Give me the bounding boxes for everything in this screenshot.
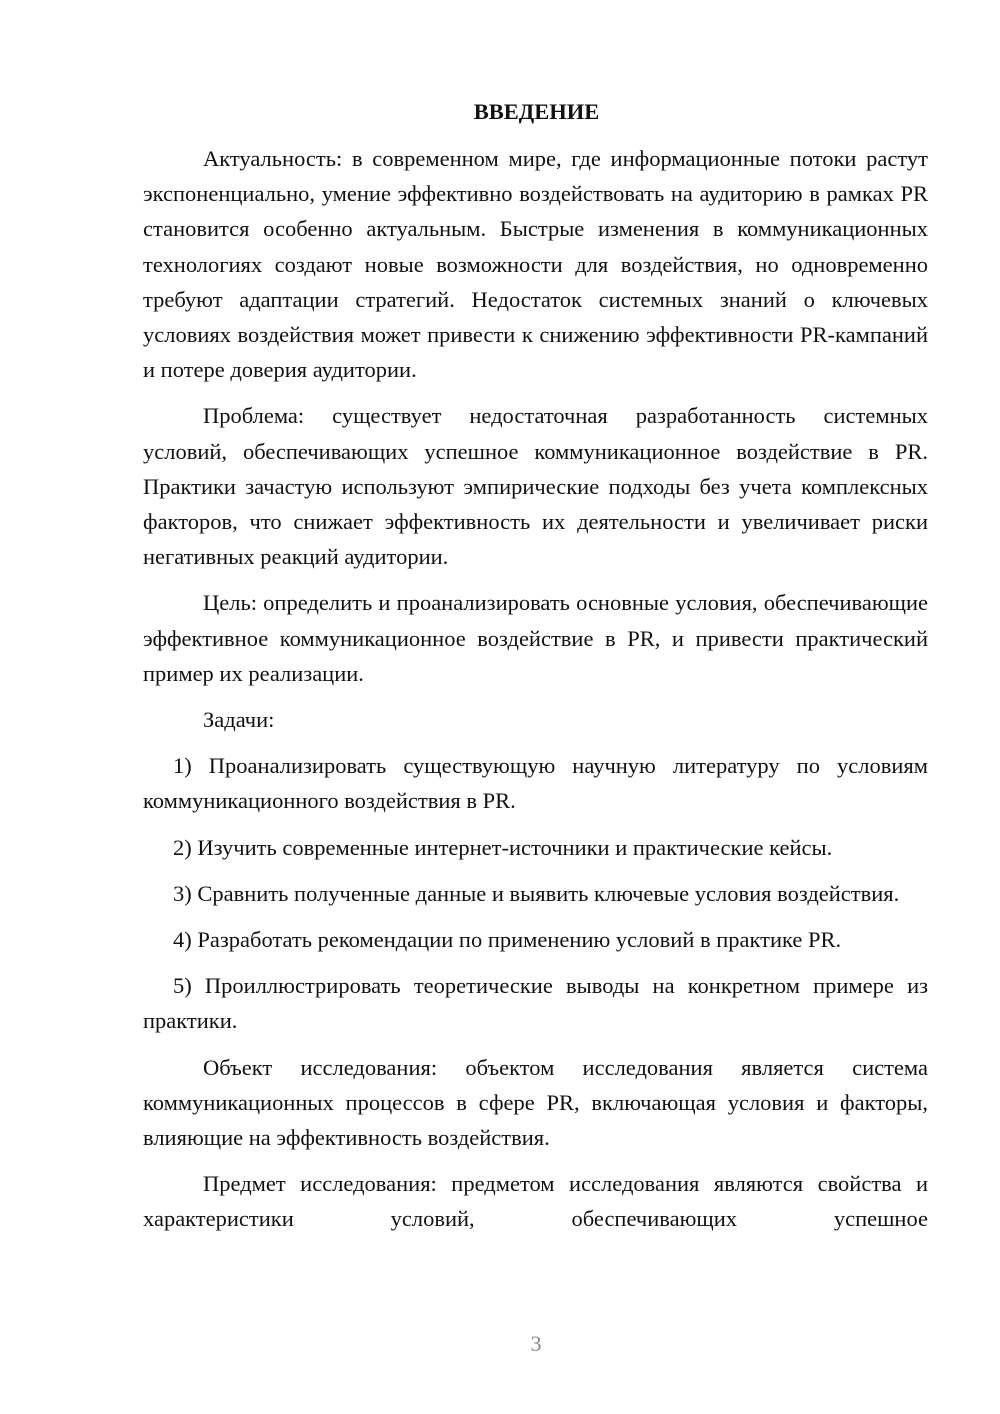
task-item-5: 5) Проиллюстрировать теоретические выводы на конкретном примере из практики. [143, 973, 928, 1034]
page-number: 3 [530, 1331, 542, 1356]
task-item-2: 2) Изучить современные интернет-источники и практические кейсы. [173, 834, 833, 860]
section-heading: ВВЕДЕНИЕ [473, 99, 600, 124]
paragraph-subject: Предмет исследования: предметом исследования являются свойства и характеристики условий, обеспечивающих успешное [143, 1171, 928, 1232]
task-item-4: 4) Разработать рекомендации по применению условий в практике PR. [173, 927, 842, 953]
tasks-label: Задачи: [203, 707, 275, 733]
task-item-3: 3) Сравнить полученные данные и выявить ключевые условия воздействия. [173, 880, 900, 906]
paragraph-object: Объект исследования: объектом исследования является система коммуникационных процессов в сфере PR, включающая условия и факторы, влияющие на эффективность воздействия. [143, 1054, 928, 1151]
paragraph-problem: Проблема: существует недостаточная разработанность системных условий, обеспечивающих успешное коммуникационное воздействие в PR. Практики зачастую используют эмпирические подходы без учета комплексных факторов, что снижает эффективность их деятельности и увеличивает риски негативных реакций аудитории. [143, 403, 928, 570]
document-body [143, 96, 928, 1248]
paragraph-relevance: Актуальность: в современном мире, где информационные потоки растут экспоненциально, умение эффективно воздействовать на аудиторию в рамках PR становится особенно актуальным. Быстрые изменения в коммуникационных технологиях создают новые возможности для воздействия, но одновременно требуют адаптации стратегий. Недостаток системных знаний о ключевых условиях воздействия может привести к снижению эффективности PR-кампаний и потере доверия аудитории. [143, 146, 928, 383]
task-item-1: 1) Проанализировать существующую научную литературу по условиям коммуникационного воздействия в PR. [143, 753, 928, 814]
paragraph-goal: Цель: определить и проанализировать основные условия, обеспечивающие эффективное коммуникационное воздействие в PR, и привести практический пример их реализации. [143, 590, 928, 686]
